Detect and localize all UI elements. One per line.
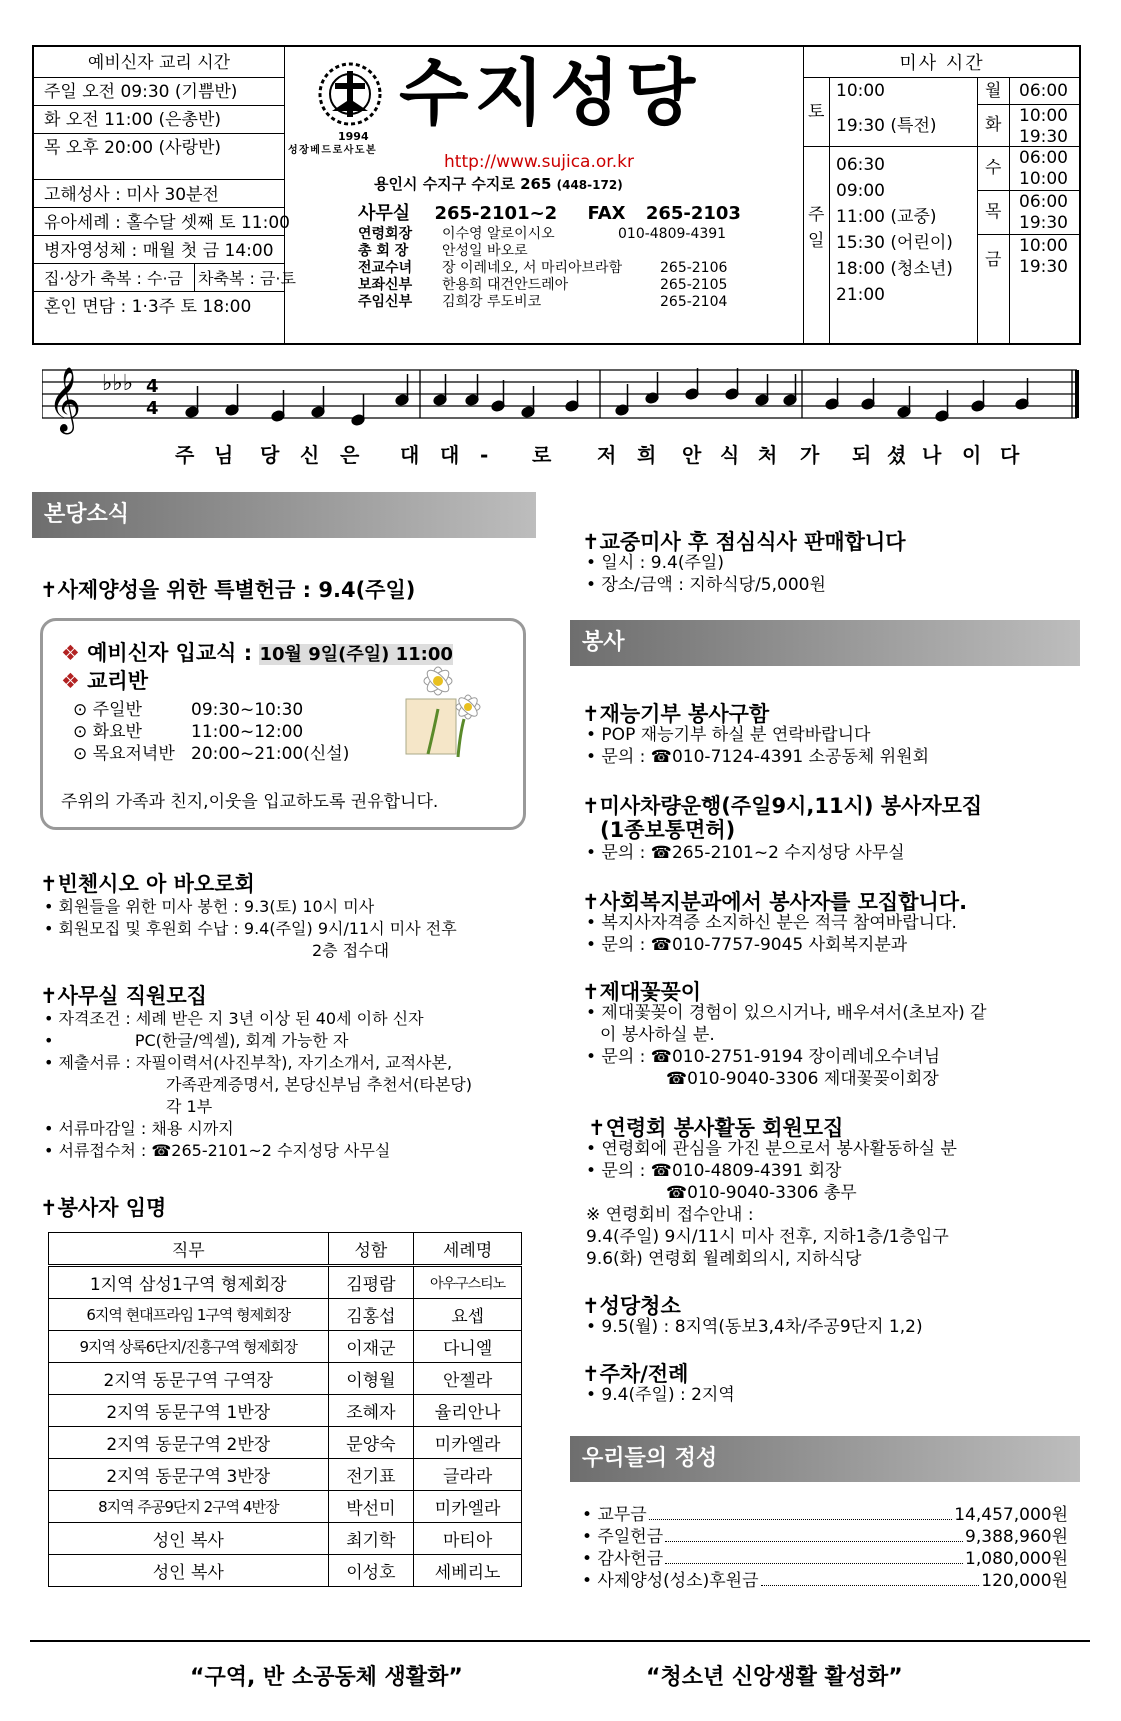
address-text: 용인시 수지구 수지로 265 [374, 175, 552, 193]
office-recruit-heading: ✝사무실 직원모집 [40, 984, 207, 1008]
service-bar: 봉사 [570, 620, 1080, 666]
person-cell: 이형월 [328, 1363, 414, 1395]
weekday-mass: 06:00 [1019, 192, 1068, 212]
weekday-mass: 19:30 [1019, 127, 1068, 147]
invite-text: 주위의 가족과 친지,이웃을 입교하도록 권유합니다. [61, 792, 439, 812]
role-cell: 2지역 동문구역 3반장 [49, 1459, 329, 1491]
office-phone: 265-2101~2 [434, 203, 558, 224]
altar-line: 이 봉사하실 분. [600, 1025, 715, 1045]
table-row [49, 1491, 522, 1523]
table-row [49, 1555, 522, 1587]
role-cell: 9지역 상록6단지/진흥구역 형제회장 [49, 1331, 329, 1363]
table-row [49, 1266, 522, 1299]
role-cell: 성인 복사 [49, 1555, 329, 1587]
funeral-line: ※ 연령회비 접수안내 : [586, 1205, 754, 1225]
baptismal-name-cell: 율리안나 [414, 1395, 522, 1427]
staff-role: 보좌신부 [358, 277, 413, 293]
postal-code: (448-172) [556, 178, 623, 192]
fax-number: 265-2103 [645, 203, 741, 224]
baptismal-name-cell: 요셉 [414, 1299, 522, 1331]
person-cell: 문양숙 [328, 1427, 414, 1459]
lyric-syllable: 처 [758, 443, 778, 467]
cleaning-heading: ✝성당청소 [582, 1294, 681, 1318]
marriage-info: 혼인 면담 : 1·3주 토 18:00 [44, 297, 252, 317]
house-blessing-info: 집·상가 축복 : 수·금 [44, 269, 184, 288]
weekday-mass: 06:00 [1019, 148, 1068, 168]
welfare-heading: ✝사회복지분과에서 봉사자를 모집합니다. [582, 890, 968, 914]
weekday-mass: 19:30 [1019, 213, 1068, 233]
offering-row [582, 1500, 1068, 1525]
lyric-syllable: 식 [720, 443, 740, 467]
church-logo-icon [310, 59, 390, 129]
weekday-mass: 19:30 [1019, 257, 1068, 277]
offering-amount: 9,388,960원 [965, 1527, 1068, 1547]
svg-text:♭♭♭: ♭♭♭ [102, 371, 134, 396]
church-address [374, 177, 623, 192]
sunday-mass: 21:00 [836, 285, 885, 305]
person-cell: 최기학 [328, 1523, 414, 1555]
sunday-mass: 15:30 (어린이) [836, 233, 953, 253]
confession-info: 고해성사 : 미사 30분전 [44, 185, 219, 205]
weekday-label: 목 [985, 202, 1002, 222]
saturday-mass: 19:30 (특전) [836, 116, 937, 136]
parking-line: • 9.4(주일) : 2지역 [586, 1385, 735, 1405]
staff-name: 한용희 대건안드레아 [442, 277, 569, 293]
offering-label: • 주일헌금 [582, 1527, 664, 1547]
baptismal-name-cell: 마티아 [414, 1523, 522, 1555]
person-cell: 박선미 [328, 1491, 414, 1523]
table-header: 세례명 [414, 1233, 522, 1266]
weekday-label: 금 [985, 249, 1002, 270]
lyric-syllable: 희 [637, 443, 657, 467]
offering-label: • 교무금 [582, 1505, 647, 1525]
lyric-syllable: 대 [440, 443, 460, 467]
staff-role: 주임신부 [358, 294, 413, 310]
lyric-syllable: 신 [300, 443, 320, 467]
car-heading-2: (1종보통면허) [600, 818, 736, 842]
offering-leader [665, 1562, 963, 1564]
altar-line: ☎010-9040-3306 제대꽃꽂이회장 [666, 1069, 939, 1089]
person-cell: 김홍섭 [328, 1299, 414, 1331]
class-time: 09:30~10:30 [191, 700, 304, 720]
class-name: ⊙ 화요반 [73, 722, 142, 742]
office-recruit-line: 각 1부 [166, 1097, 213, 1116]
role-cell: 8지역 주공9단지 2구역 4반장 [49, 1491, 329, 1523]
staff-phone: 265-2106 [660, 260, 728, 276]
lyric-syllable: 은 [340, 443, 360, 467]
office-recruit-line: • 서류접수처 : ☎265-2101~2 수지성당 사무실 [44, 1141, 391, 1160]
baptismal-name-cell: 아우구스티노 [414, 1266, 522, 1299]
lyric-syllable: 당 [260, 443, 280, 467]
offering-label: • 사제양성(성소)후원금 [582, 1571, 759, 1591]
role-cell: 1지역 삼성1구역 형제회장 [49, 1266, 329, 1299]
car-line: • 문의 : ☎265-2101~2 수지성당 사무실 [586, 843, 905, 863]
offering-label: • 감사헌금 [582, 1549, 664, 1569]
table-row [49, 1363, 522, 1395]
staff-name: 이수영 알로이시오 [442, 226, 555, 242]
sunday-mass: 11:00 (교중) [836, 207, 937, 227]
offering-row [582, 1544, 1068, 1569]
class-name: ⊙ 주일반 [73, 700, 142, 720]
offering-leader [665, 1540, 963, 1542]
funeral-line: ☎010-9040-3306 총무 [666, 1183, 857, 1203]
svg-text:4: 4 [146, 376, 159, 397]
lyric-syllable: 로 [532, 443, 552, 467]
table-row [49, 1523, 522, 1555]
office-recruit-line: • 제출서류 : 자필이력서(사진부착), 자기소개서, 교적사본, [44, 1053, 453, 1072]
baptismal-name-cell: 글라라 [414, 1459, 522, 1491]
vincent-line: • 회원들을 위한 미사 봉헌 : 9.3(토) 10시 미사 [44, 897, 375, 916]
car-blessing-info: 차축복 : 금·토 [198, 269, 296, 288]
lyric-syllable: 이 [962, 443, 982, 467]
bulletin-header [32, 45, 1081, 345]
staff-phone: 265-2105 [660, 277, 728, 293]
class-line [61, 665, 148, 695]
staff-role: 전교수녀 [358, 260, 413, 276]
altar-heading: ✝제대꽃꽂이 [582, 980, 702, 1004]
appointment-table [48, 1232, 522, 1587]
offering-amount: 14,457,000원 [954, 1505, 1068, 1525]
person-cell: 이성호 [328, 1555, 414, 1587]
cleaning-line: • 9.5(월) : 8지역(동보3,4차/주공9단지 1,2) [586, 1317, 923, 1337]
baptismal-name-cell: 미카엘라 [414, 1491, 522, 1523]
role-cell: 2지역 동문구역 구역장 [49, 1363, 329, 1395]
person-cell: 조혜자 [328, 1395, 414, 1427]
funeral-line: • 문의 : ☎010-4809-4391 회장 [586, 1161, 842, 1181]
sunday-label-1: 주 [808, 205, 825, 225]
funeral-line: • 연령회에 관심을 가진 분으로서 봉사활동하실 분 [586, 1139, 957, 1159]
baptismal-name-cell: 미카엘라 [414, 1427, 522, 1459]
baptism-info: 유아세례 : 홀수달 셋째 토 11:00 [44, 213, 290, 233]
staff-phone: 010-4809-4391 [618, 226, 727, 242]
offering-list [582, 1500, 1068, 1591]
talent-line: • 문의 : ☎010-7124-4391 소공동체 위원회 [586, 747, 929, 767]
staff-role: 총 회 장 [358, 243, 409, 259]
staff-name: 김희강 루도비코 [442, 294, 542, 310]
baptismal-name-cell: 다니엘 [414, 1331, 522, 1363]
diamond-icon: ❖ [61, 669, 80, 693]
welfare-line: • 복지사자격증 소지하신 분은 적극 참여바랍니다. [586, 913, 957, 933]
logo-caption: 성 장 베 드 로 사 도 본 [288, 145, 375, 156]
svg-text:𝄞: 𝄞 [48, 367, 82, 432]
table-row [49, 1331, 522, 1363]
staff-name: 장 이레네오, 서 마리아브라함 [442, 260, 623, 276]
role-cell: 6지역 현대프라임 1구역 형제회장 [49, 1299, 329, 1331]
weekday-label: 화 [985, 115, 1002, 135]
role-cell: 성인 복사 [49, 1523, 329, 1555]
staff-phone: 265-2104 [660, 294, 728, 310]
lunch-line: • 장소/금액 : 지하식당/5,000원 [586, 575, 826, 595]
office-recruit-line: • 서류마감일 : 채용 시까지 [44, 1119, 234, 1138]
talent-heading: ✝재능기부 봉사구함 [582, 702, 770, 726]
offering-row [582, 1566, 1068, 1591]
parking-heading: ✝주차/전례 [582, 1362, 689, 1386]
lyric-syllable: - [480, 443, 489, 467]
saturday-label: 토 [808, 102, 825, 122]
entrance-line [61, 637, 453, 667]
lyric-syllable: 대 [400, 443, 420, 467]
role-cell: 2지역 동문구역 1반장 [49, 1395, 329, 1427]
lunch-heading: ✝교중미사 후 점심식사 판매합니다 [582, 530, 906, 554]
weekday-label: 수 [985, 158, 1002, 178]
diamond-icon: ❖ [61, 641, 80, 665]
altar-line: • 제대꽃꽂이 경험이 있으시거나, 배우셔서(초보자) 같 [586, 1003, 987, 1023]
lyric-syllable: 가 [800, 443, 820, 467]
welfare-line: • 문의 : ☎010-7757-9045 사회복지분과 [586, 935, 908, 955]
slogan-left: “구역, 반 소공동체 생활화” [190, 1665, 463, 1690]
weekday-mass: 10:00 [1019, 106, 1068, 126]
funeral-line: 9.6(화) 연령회 월례회의시, 지하식당 [586, 1249, 862, 1269]
class-label: 교리반 [87, 669, 148, 693]
fax-label: FAX [587, 203, 626, 224]
weekday-mass: 10:00 [1019, 169, 1068, 189]
class-time: 20:00~21:00(신설) [191, 744, 350, 764]
offering-amount: 1,080,000원 [965, 1549, 1068, 1569]
entrance-label: 예비신자 입교식 : [87, 641, 253, 665]
table-row [49, 1395, 522, 1427]
vincent-line: 2층 접수대 [312, 941, 390, 960]
staff-name: 안성일 바오로 [442, 243, 528, 259]
catechumen-title: 예비신자 교리 시간 [87, 53, 231, 73]
weekday-label: 월 [985, 80, 1002, 101]
person-cell: 김평람 [328, 1266, 414, 1299]
catechumen-row: 주일 오전 09:30 (기쁨반) [44, 82, 238, 102]
saturday-mass: 10:00 [836, 81, 885, 101]
table-header: 성함 [328, 1233, 414, 1266]
office-recruit-line: 가족관계증명서, 본당신부님 추천서(타본당) [166, 1075, 472, 1094]
class-name: ⊙ 목요저녁반 [73, 744, 175, 764]
offering-row [582, 1522, 1068, 1547]
office-line [358, 205, 741, 223]
church-url[interactable]: http://www.sujica.or.kr [444, 152, 634, 172]
lyric-syllable: 셨 [887, 443, 907, 467]
lunch-line: • 일시 : 9.4(주일) [586, 553, 724, 573]
communion-info: 병자영성체 : 매월 첫 금 14:00 [44, 241, 274, 261]
svg-text:4: 4 [146, 398, 159, 419]
lyric-syllable: 님 [214, 443, 234, 467]
offering-leader [761, 1584, 980, 1586]
weekday-mass: 06:00 [1019, 80, 1068, 101]
daisy-flower-icon [398, 659, 493, 759]
funeral-line: 9.4(주일) 9시/11시 미사 전후, 지하1층/1층입구 [586, 1227, 949, 1247]
special-offering-heading: ✝사제양성을 위한 특별헌금 : 9.4(주일) [40, 578, 416, 602]
table-header: 직무 [49, 1233, 329, 1266]
catechumen-box [40, 618, 526, 830]
sunday-label-2: 일 [808, 231, 825, 251]
hymn-staff [42, 360, 1082, 440]
staff-role: 연령회장 [358, 226, 413, 242]
entrance-date: 10월 9일(주일) 11:00 [259, 644, 453, 665]
parish-news-bar: 본당소식 [32, 492, 536, 538]
offering-amount: 120,000원 [981, 1571, 1068, 1591]
talent-line: • POP 재능기부 하실 분 연락바랍니다 [586, 725, 871, 745]
lyric-syllable: 되 [852, 443, 872, 467]
class-time: 11:00~12:00 [191, 722, 304, 742]
role-cell: 2지역 동문구역 2반장 [49, 1427, 329, 1459]
person-cell: 이재군 [328, 1331, 414, 1363]
logo-year: 1994 [338, 130, 369, 143]
table-row [49, 1299, 522, 1331]
catechumen-row: 화 오전 11:00 (은총반) [44, 110, 221, 130]
lyric-syllable: 저 [597, 443, 617, 467]
weekday-mass: 10:00 [1019, 236, 1068, 256]
table-row [49, 1459, 522, 1491]
baptismal-name-cell: 안젤라 [414, 1363, 522, 1395]
mass-title: 미사 시간 [899, 53, 985, 74]
offering-bar: 우리들의 정성 [570, 1436, 1080, 1482]
vincent-line: • 회원모집 및 후원회 수납 : 9.4(주일) 9시/11시 미사 전후 [44, 919, 457, 938]
funeral-heading: ✝연령회 봉사활동 회원모집 [588, 1116, 844, 1140]
lyric-syllable: 주 [175, 443, 195, 467]
office-label: 사무실 [358, 203, 411, 224]
sunday-mass: 09:00 [836, 181, 885, 201]
baptismal-name-cell: 세베리노 [414, 1555, 522, 1587]
car-heading: ✝미사차량운행(주일9시,11시) 봉사자모집 [582, 794, 983, 818]
altar-line: • 문의 : ☎010-2751-9194 장이레네오수녀님 [586, 1047, 941, 1067]
lyric-syllable: 나 [922, 443, 942, 467]
slogan-right: “청소년 신앙생활 활성화” [646, 1665, 903, 1690]
footer-rule [30, 1640, 1090, 1642]
hymn-lyrics [42, 445, 1082, 473]
church-name: 수지성당 [399, 51, 702, 135]
table-row [49, 1427, 522, 1459]
person-cell: 전기표 [328, 1459, 414, 1491]
sunday-mass: 06:30 [836, 155, 885, 175]
catechumen-row: 목 오후 20:00 (사랑반) [44, 138, 221, 158]
lyric-syllable: 안 [682, 443, 702, 467]
sunday-mass: 18:00 (청소년) [836, 259, 953, 279]
lyric-syllable: 다 [1000, 443, 1020, 467]
office-recruit-line: • PC(한글/엑셀), 회계 가능한 자 [44, 1031, 349, 1050]
appointment-heading: ✝봉사자 임명 [40, 1196, 167, 1220]
vincent-heading: ✝빈첸시오 아 바오로회 [40, 872, 255, 896]
offering-leader [649, 1518, 953, 1520]
office-recruit-line: • 자격조건 : 세례 받은 지 3년 이상 된 40세 이하 신자 [44, 1009, 424, 1028]
